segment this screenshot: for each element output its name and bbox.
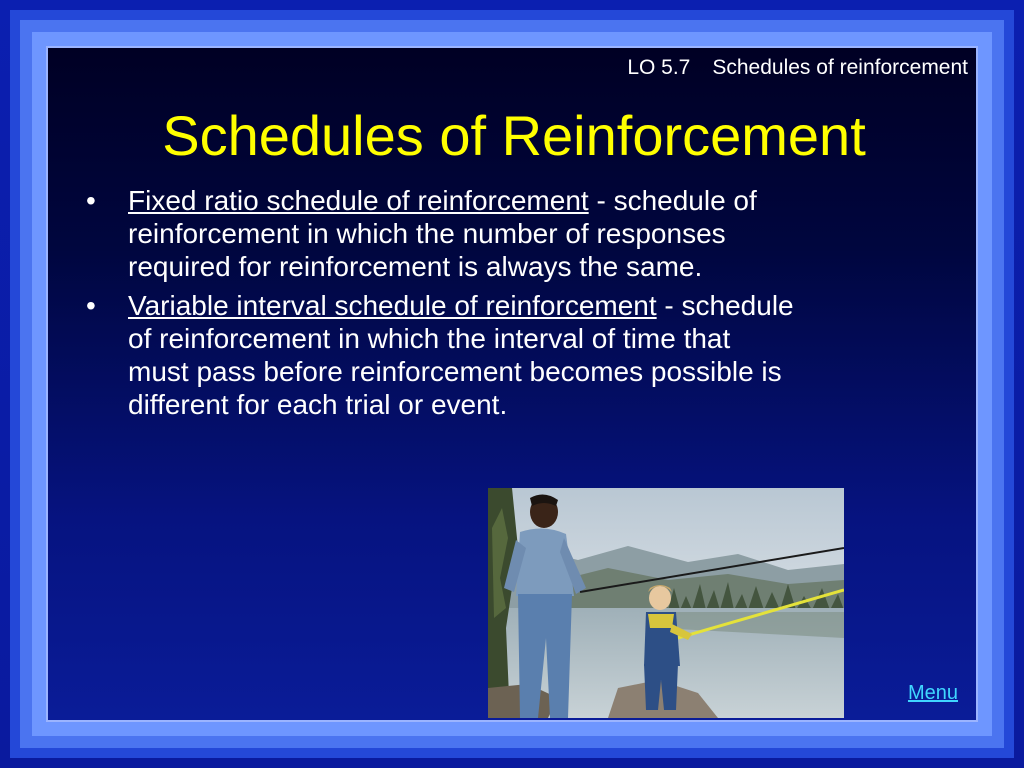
lo-topic: Schedules of reinforcement [712,56,968,79]
bullet-icon: • [86,290,96,321]
fishing-photo-illustration [488,488,844,718]
slide-canvas [46,46,978,722]
menu-link[interactable]: Menu [907,682,958,704]
bullet-definition: - schedule of reinforcement in which the number of responses required for reinforcement is always the same. [128,185,757,282]
bullet-item [86,184,796,283]
bullet-term: Fixed ratio schedule of reinforcement [128,185,589,216]
bullet-icon: • [86,185,96,216]
lo-code: LO 5.7 [627,56,691,79]
slide-title: Schedules of Reinforcement [162,104,866,167]
fishing-photo [488,488,844,718]
bullet-list [86,184,796,427]
slide-header-tag [627,56,968,80]
bullet-term: Variable interval schedule of reinforcement [128,290,657,321]
bullet-item [86,289,796,421]
bullet-definition: - schedule of reinforcement in which the interval of time that must pass before reinforcement becomes possible is different for each trial or event. [128,290,794,420]
